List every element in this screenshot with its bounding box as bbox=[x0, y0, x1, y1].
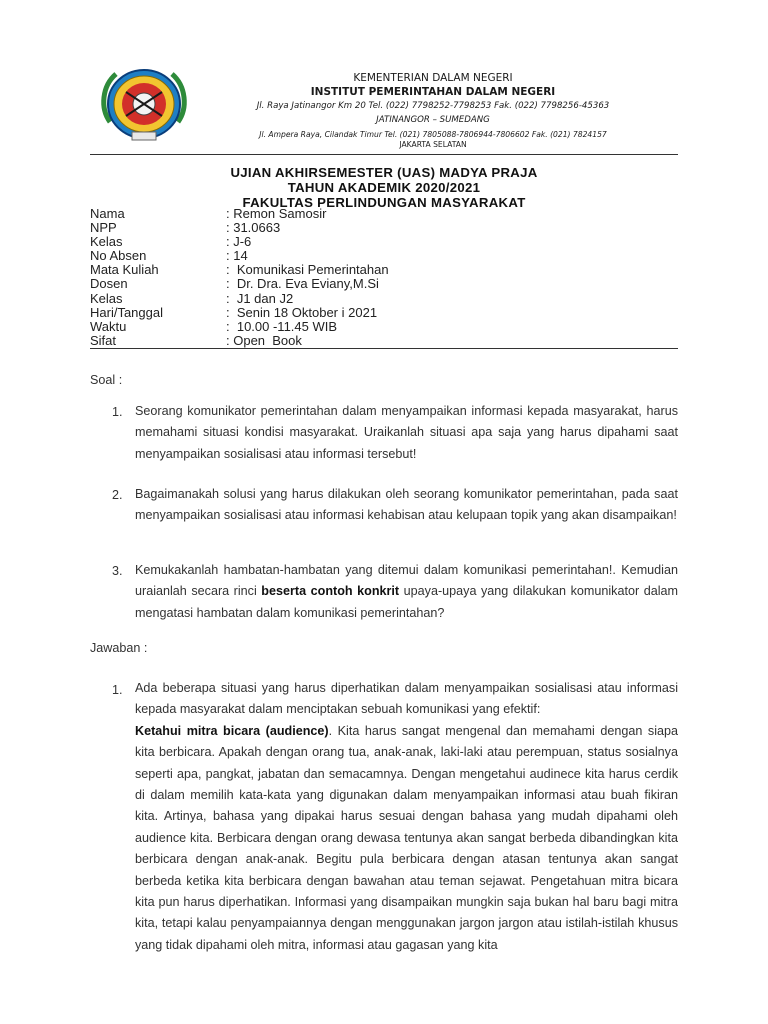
question-number: 1. bbox=[112, 405, 123, 419]
identity-value: : 14 bbox=[226, 248, 248, 264]
identity-row bbox=[90, 263, 678, 277]
answer-number: 1. bbox=[112, 683, 123, 697]
answer-heading: Ketahui mitra bicara (audience) bbox=[135, 723, 329, 738]
identity-row bbox=[90, 277, 678, 291]
question-text: Bagaimanakah solusi yang harus dilakukan oleh seorang komunikator pemerintahan, pada saat menyampaikan sosialisasi atau informasi kehabisan atau kelupaan topik yang akan disampaikan! bbox=[135, 487, 678, 523]
identity-value: : Open Book bbox=[226, 332, 302, 348]
identity-label: Kelas bbox=[90, 234, 123, 250]
city-jatinangor: JATINANGOR – SUMEDANG bbox=[376, 115, 490, 125]
exam-title bbox=[150, 165, 618, 210]
identity-value: : J1 dan J2 bbox=[226, 290, 294, 306]
answer-text bbox=[135, 678, 678, 956]
question-text: Seorang komunikator pemerintahan dalam menyampaikan informasi kepada masyarakat, harus memahami situasi kondisi masyarakat. Uraikanlah situasi apa saja yang harus dipahami saat menyampaikan sosialisasi atau informasi tersebut! bbox=[135, 404, 678, 461]
answer-intro: Ada beberapa situasi yang harus diperhatikan dalam menyampaikan sosialisasi atau informasi kepada masyarakat dalam menciptakan sebuah komunikasi yang efektif: bbox=[135, 681, 678, 717]
identity-row bbox=[90, 207, 678, 221]
question-text-part: Kemukakanlah hambatan-hambatan yang ditemui dalam komunikasi pemerintahan!. Kemudian uraianlah secara rinci bbox=[135, 563, 678, 599]
identity-row bbox=[90, 334, 678, 348]
identity-value: : 31.0663 bbox=[226, 220, 281, 236]
identity-value: : Komunikasi Pemerintahan bbox=[226, 262, 389, 278]
identity-row bbox=[90, 306, 678, 320]
identity-label: No Absen bbox=[90, 248, 147, 264]
identity-label: Mata Kuliah bbox=[90, 262, 159, 278]
identity-value: : 10.00 -11.45 WIB bbox=[226, 318, 338, 334]
identity-row bbox=[90, 320, 678, 334]
question-number: 3. bbox=[112, 564, 123, 578]
identity-label: Dosen bbox=[90, 276, 128, 292]
identity-value: : Remon Samosir bbox=[226, 206, 327, 221]
exam-title-line-1: UJIAN AKHIRSEMESTER (UAS) MADYA PRAJA bbox=[230, 165, 538, 180]
identity-value: : J-6 bbox=[226, 234, 252, 250]
soal-label: Soal : bbox=[90, 373, 123, 387]
identity-row bbox=[90, 292, 678, 306]
question-text-part: upaya-upaya yang dilakukan komunikator dalam mengatasi hambatan dalam komunikasi pemerintahan? bbox=[135, 584, 679, 620]
student-identity bbox=[90, 207, 678, 348]
identity-row bbox=[90, 249, 678, 263]
answer-body bbox=[135, 721, 678, 956]
identity-value: : Senin 18 Oktober i 2021 bbox=[226, 304, 378, 320]
address-jakarta: Jl. Ampera Raya, Cilandak Timur Tel. (021) 7805088-7806944-7806602 Fak. (021) 7824157 bbox=[259, 130, 607, 139]
address-jatinangor: Jl. Raya Jatinangor Km 20 Tel. (022) 7798252-7798253 Fak. (022) 7798256-45363 bbox=[256, 101, 610, 111]
identity-row bbox=[90, 235, 678, 249]
exam-title-line-3: FAKULTAS PERLINDUNGAN MASYARAKAT bbox=[242, 195, 526, 210]
question-text bbox=[135, 560, 678, 624]
identity-value: : Dr. Dra. Eva Eviany,M.Si bbox=[226, 276, 379, 292]
identity-label: Hari/Tanggal bbox=[90, 304, 163, 320]
answer-body-text: . Kita harus sangat mengenal dan memahami dengan siapa kita berbicara. Apakah dengan orang tua, anak-anak, laki-laki atau perempuan, status sosialnya seperti apa, pangkat, jabatan dan semacamnya. Dengan mengetahui audinece kita harus cerdik di dalam memilih kata-kata yang digunakan dalam menyampaikan informasi atau buah fikiran kita. Artinya, bahasa yang dipakai harus sesuai dengan bahasa yang mudah dipahami oleh audience kita. Berbicara dengan orang dewasa tentunya akan sangat berbeda dibandingkan kita berbicara dengan anak-anak. Begitu pula berbicara dengan atasan tentunya akan sangat berbeda ketika kita berbicara dengan bawahan atau teman sejawat. Pengetahuan mitra bicara kita pun harus diperhatikan. Informasi yang disampaikan mungkin saja bukan hal baru bagi mitra kita, tetapi kalau penyampaiannya dengan menggunakan jargon jargon atau istilah-istilah khusus yang tidak dipahami oleh mitra, informasi atau gagasan yang kita bbox=[135, 723, 679, 952]
city-jakarta: JAKARTA SELATAN bbox=[399, 140, 467, 149]
letterhead bbox=[210, 72, 656, 149]
identity-label: Kelas bbox=[90, 290, 123, 306]
institute-name: INSTITUT PEMERINTAHAN DALAM NEGERI bbox=[310, 86, 556, 98]
identity-label: NPP bbox=[90, 220, 117, 236]
exam-title-line-2: TAHUN AKADEMIK 2020/2021 bbox=[287, 180, 481, 195]
institute-logo bbox=[96, 62, 192, 146]
identity-label: Waktu bbox=[90, 318, 127, 334]
identity-label: Sifat bbox=[90, 332, 117, 348]
ministry-name: KEMENTERIAN DALAM NEGERI bbox=[353, 72, 513, 84]
question-number: 2. bbox=[112, 488, 123, 502]
jawaban-label: Jawaban : bbox=[90, 641, 148, 655]
identity-row bbox=[90, 221, 678, 235]
identity-label: Nama bbox=[90, 206, 125, 221]
letterhead-divider bbox=[90, 154, 678, 155]
identity-divider bbox=[90, 348, 678, 349]
question-text-emphasis: beserta contoh konkrit bbox=[261, 584, 400, 599]
